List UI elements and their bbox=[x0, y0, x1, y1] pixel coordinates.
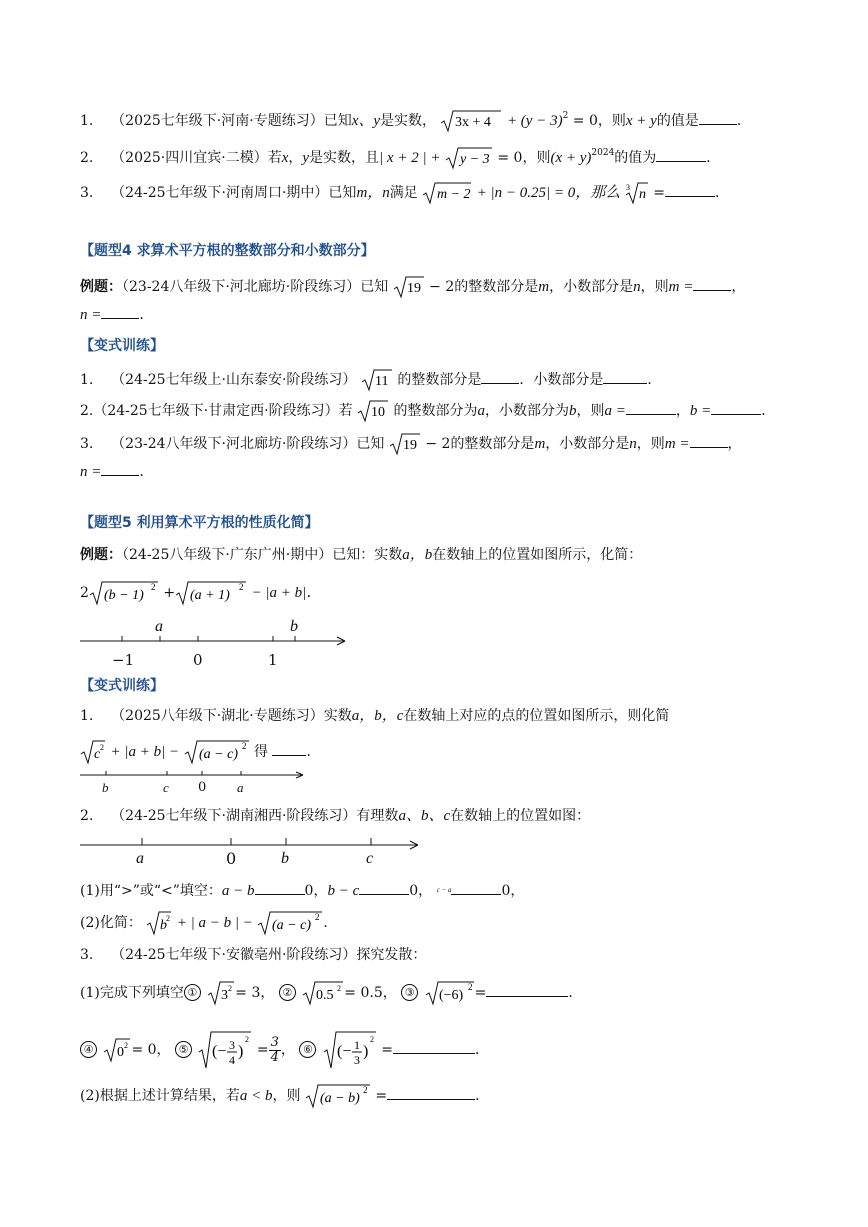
sqrt-inner: (−6) bbox=[438, 988, 463, 1003]
axis-label-c: c bbox=[163, 780, 169, 795]
sqrt-inner: 3x + 4 bbox=[455, 115, 492, 130]
circled-4: ④ bbox=[80, 1041, 97, 1058]
v4-question-3-cont: n = ． bbox=[80, 464, 154, 480]
axis-tick-neg1: −1 bbox=[112, 651, 135, 669]
axis-label-b2: b bbox=[281, 850, 289, 867]
cube-root-symbol bbox=[625, 181, 649, 205]
circled-3: ③ bbox=[401, 984, 418, 1001]
practice-heading: 【变式训练】 bbox=[80, 338, 164, 354]
circled-5: ⑤ bbox=[175, 1041, 192, 1058]
v5-question-3: 3. （24-25七年级下·安徽亳州·阶段练习）探究发散： bbox=[80, 947, 427, 963]
v5-question-2-part1: (1)用“>”或“<”填空：a − b 0，b − c 0， $^{c - a}$ 0， bbox=[80, 883, 525, 899]
sqrt-symbol bbox=[175, 580, 247, 606]
frac-denominator: 4 bbox=[229, 1053, 236, 1067]
answer-blank[interactable] bbox=[359, 882, 409, 895]
circled-6: ⑥ bbox=[299, 1041, 316, 1058]
svg-text:2: 2 bbox=[362, 1085, 368, 1095]
sqrt-symbol bbox=[302, 980, 344, 1006]
answer-blank[interactable] bbox=[387, 1087, 475, 1100]
answer-blank[interactable] bbox=[665, 184, 715, 197]
sqrt-inner: b bbox=[160, 918, 168, 933]
svg-text:2: 2 bbox=[166, 914, 171, 923]
topic-5-title: 【题型5 利用算术平方根的性质化简】 bbox=[80, 515, 319, 531]
svg-text:2: 2 bbox=[245, 1035, 250, 1044]
sqrt-symbol bbox=[80, 739, 106, 765]
topic-4-title: 【题型4 求算术平方根的整数部分和小数部分】 bbox=[80, 243, 375, 259]
svg-text:2: 2 bbox=[239, 582, 244, 592]
sqrt-inner: 0 bbox=[117, 1045, 125, 1060]
example-5: 例题：（24-25八年级下·广东广州·期中）已知：实数a，b在数轴上的位置如图所示，化简： bbox=[80, 547, 643, 563]
svg-text:2: 2 bbox=[241, 741, 247, 751]
v5-question-3-part2: (2)根据上述计算结果，若a < b，则 (a − b) 2 = ． bbox=[80, 1083, 489, 1109]
sqrt-symbol bbox=[198, 1030, 252, 1070]
axis-label-b: b bbox=[102, 780, 109, 795]
sqrt-symbol bbox=[425, 980, 475, 1006]
answer-blank[interactable] bbox=[656, 149, 706, 162]
svg-text:2: 2 bbox=[467, 982, 473, 992]
circled-1: ① bbox=[184, 984, 201, 1001]
example-4: 例题：（23-24八年级下·河北廊坊·阶段练习）已知 19 − 2的整数部分是m，小数部分是n，则m = ， bbox=[80, 275, 745, 299]
sqrt-inner: 3 bbox=[221, 988, 229, 1003]
sqrt-inner: 19 bbox=[402, 438, 417, 453]
sqrt-symbol bbox=[207, 980, 235, 1006]
example-5-expr: 2 (b − 1) 2 + (a + 1) 2 − |a + b|． bbox=[80, 580, 321, 606]
frac-numerator: 1 bbox=[353, 1038, 360, 1052]
answer-blank[interactable] bbox=[101, 306, 139, 319]
question-3: 3. （24-25七年级下·河南周口·期中）已知m，n满足 m − 2 + |n − 0.25| = 0，那么 3 n = ． bbox=[80, 181, 729, 205]
frac-numerator: 3 bbox=[229, 1038, 236, 1052]
sqrt-inner: (b − 1) bbox=[103, 588, 144, 603]
sqrt-inner: (a − c) bbox=[198, 747, 238, 762]
svg-text:2: 2 bbox=[124, 1041, 129, 1050]
answer-blank[interactable] bbox=[481, 371, 519, 384]
v5-question-1: 1. （2025八年级下·湖北·专题练习）实数a，b，c在数轴上对应的点的位置如图所示，则化简 bbox=[80, 708, 670, 724]
answer-blank[interactable] bbox=[255, 882, 305, 895]
circled-2: ② bbox=[279, 984, 296, 1001]
answer-blank[interactable] bbox=[101, 463, 139, 476]
sqrt-symbol bbox=[103, 1037, 131, 1063]
svg-text:): ) bbox=[238, 1043, 244, 1060]
v5-question-3-part1-cont: ④ 0 2 = 0， ⑤ (− 3 4 ) 2 = $\frac{3}{4}$ ， ⑥ (− 1 3 ) 2 = ． bbox=[80, 1030, 489, 1070]
v4-question-3: 3. （23-24八年级下·河北廊坊·阶段练习）已知 19 − 2的整数部分是m，小数部分是n，则m = ， bbox=[80, 432, 742, 456]
svg-text:2: 2 bbox=[228, 984, 233, 993]
v5-question-2-part2: (2)化简： b 2 + | a − b | − (a − c) 2 ． bbox=[80, 910, 337, 936]
question-1: 1. （2025七年级下·河南·专题练习）已知x、y是实数， 3x + 4 + $(y - 3)^2 = 0$，则x + y的值是 ． bbox=[80, 106, 751, 133]
axis-label-a2: a bbox=[136, 850, 144, 867]
axis-tick-0: 0 bbox=[193, 651, 203, 669]
answer-blank[interactable] bbox=[693, 278, 731, 291]
sqrt-symbol bbox=[323, 1030, 377, 1070]
sqrt-inner: (a − c) bbox=[272, 918, 312, 933]
root-inner: n bbox=[638, 187, 646, 202]
axis-label-c2: c bbox=[366, 850, 374, 867]
axis-point-a: a bbox=[155, 618, 163, 635]
answer-blank[interactable] bbox=[711, 402, 761, 415]
v5-question-2: 2. （24-25七年级下·湖南湘西·阶段练习）有理数a、b、c在数轴上的位置如图： bbox=[80, 808, 591, 824]
sqrt-inner: 0.5 bbox=[316, 988, 334, 1003]
answer-blank[interactable] bbox=[272, 743, 306, 756]
sqrt-symbol bbox=[357, 399, 389, 423]
sqrt-inner: 19 bbox=[406, 281, 421, 296]
sqrt-inner: c bbox=[94, 747, 101, 762]
svg-text:2: 2 bbox=[337, 984, 342, 993]
svg-text:(−: (− bbox=[336, 1043, 352, 1060]
answer-blank[interactable] bbox=[486, 984, 568, 997]
sqrt-symbol bbox=[257, 910, 323, 936]
svg-text:2: 2 bbox=[369, 1035, 374, 1044]
svg-text:2: 2 bbox=[100, 743, 104, 752]
question-2: 2. （2025·四川宜宾·二模）若x，y是实数，且| x + 2 | + y − 3 = 0，则$(x + y)^{2024}$的值为 ． bbox=[80, 143, 720, 170]
axis-label-a: a bbox=[237, 780, 244, 795]
answer-blank[interactable] bbox=[393, 1041, 475, 1054]
sqrt-symbol bbox=[184, 739, 250, 765]
answer-blank[interactable] bbox=[451, 882, 501, 895]
sqrt-symbol bbox=[422, 181, 472, 205]
sqrt-symbol bbox=[393, 275, 425, 299]
fraction-result: $\frac{3}{4}$ bbox=[270, 1034, 279, 1065]
practice-heading-2: 【变式训练】 bbox=[80, 678, 164, 694]
answer-blank[interactable] bbox=[603, 371, 647, 384]
v4-question-2: 2.（24-25七年级下·甘肃定西·阶段练习）若 10 的整数部分为a，小数部分为b，则a = ，b = ． bbox=[80, 399, 775, 423]
axis-point-b: b bbox=[290, 618, 298, 635]
axis-label-0: 0 bbox=[198, 780, 207, 795]
v4-question-1: 1. （24-25七年级上·山东泰安·阶段练习） 11 的整数部分是 ．小数部分是 ． bbox=[80, 368, 661, 392]
sqrt-symbol bbox=[361, 368, 393, 392]
sqrt-inner: 11 bbox=[374, 374, 389, 389]
svg-text:): ) bbox=[362, 1043, 369, 1060]
sqrt-symbol bbox=[440, 109, 502, 133]
sqrt-inner: y − 3 bbox=[459, 152, 490, 167]
answer-blank[interactable] bbox=[626, 402, 676, 415]
answer-blank[interactable] bbox=[699, 112, 737, 125]
sqrt-inner: (a + 1) bbox=[190, 588, 230, 603]
answer-blank[interactable] bbox=[690, 435, 728, 448]
example-4-cont: n = ． bbox=[80, 307, 154, 323]
svg-text:2: 2 bbox=[315, 912, 320, 922]
sqrt-symbol bbox=[305, 1083, 371, 1109]
sqrt-inner: 10 bbox=[371, 405, 386, 420]
sqrt-symbol bbox=[146, 910, 172, 936]
root-index: 3 bbox=[625, 183, 630, 192]
sqrt-inner: (a − b) bbox=[319, 1091, 360, 1106]
v5-question-3-part1: (1)完成下列填空 ① 3 2 = 3， ② 0.5 2 = 0.5， ③ (−6) 2 = ． bbox=[80, 980, 582, 1006]
sqrt-symbol bbox=[389, 432, 421, 456]
axis-label-0b: 0 bbox=[226, 849, 237, 868]
v5-question-1-expr: c 2 + |a + b| − (a − c) 2 得 ． bbox=[80, 739, 320, 765]
frac-denominator: 3 bbox=[353, 1053, 360, 1067]
sqrt-inner: m − 2 bbox=[437, 187, 471, 202]
svg-text:(−: (− bbox=[212, 1043, 227, 1060]
svg-text:2: 2 bbox=[150, 582, 156, 592]
sqrt-symbol bbox=[445, 146, 493, 170]
axis-tick-1: 1 bbox=[268, 651, 278, 669]
sqrt-symbol bbox=[89, 580, 159, 606]
